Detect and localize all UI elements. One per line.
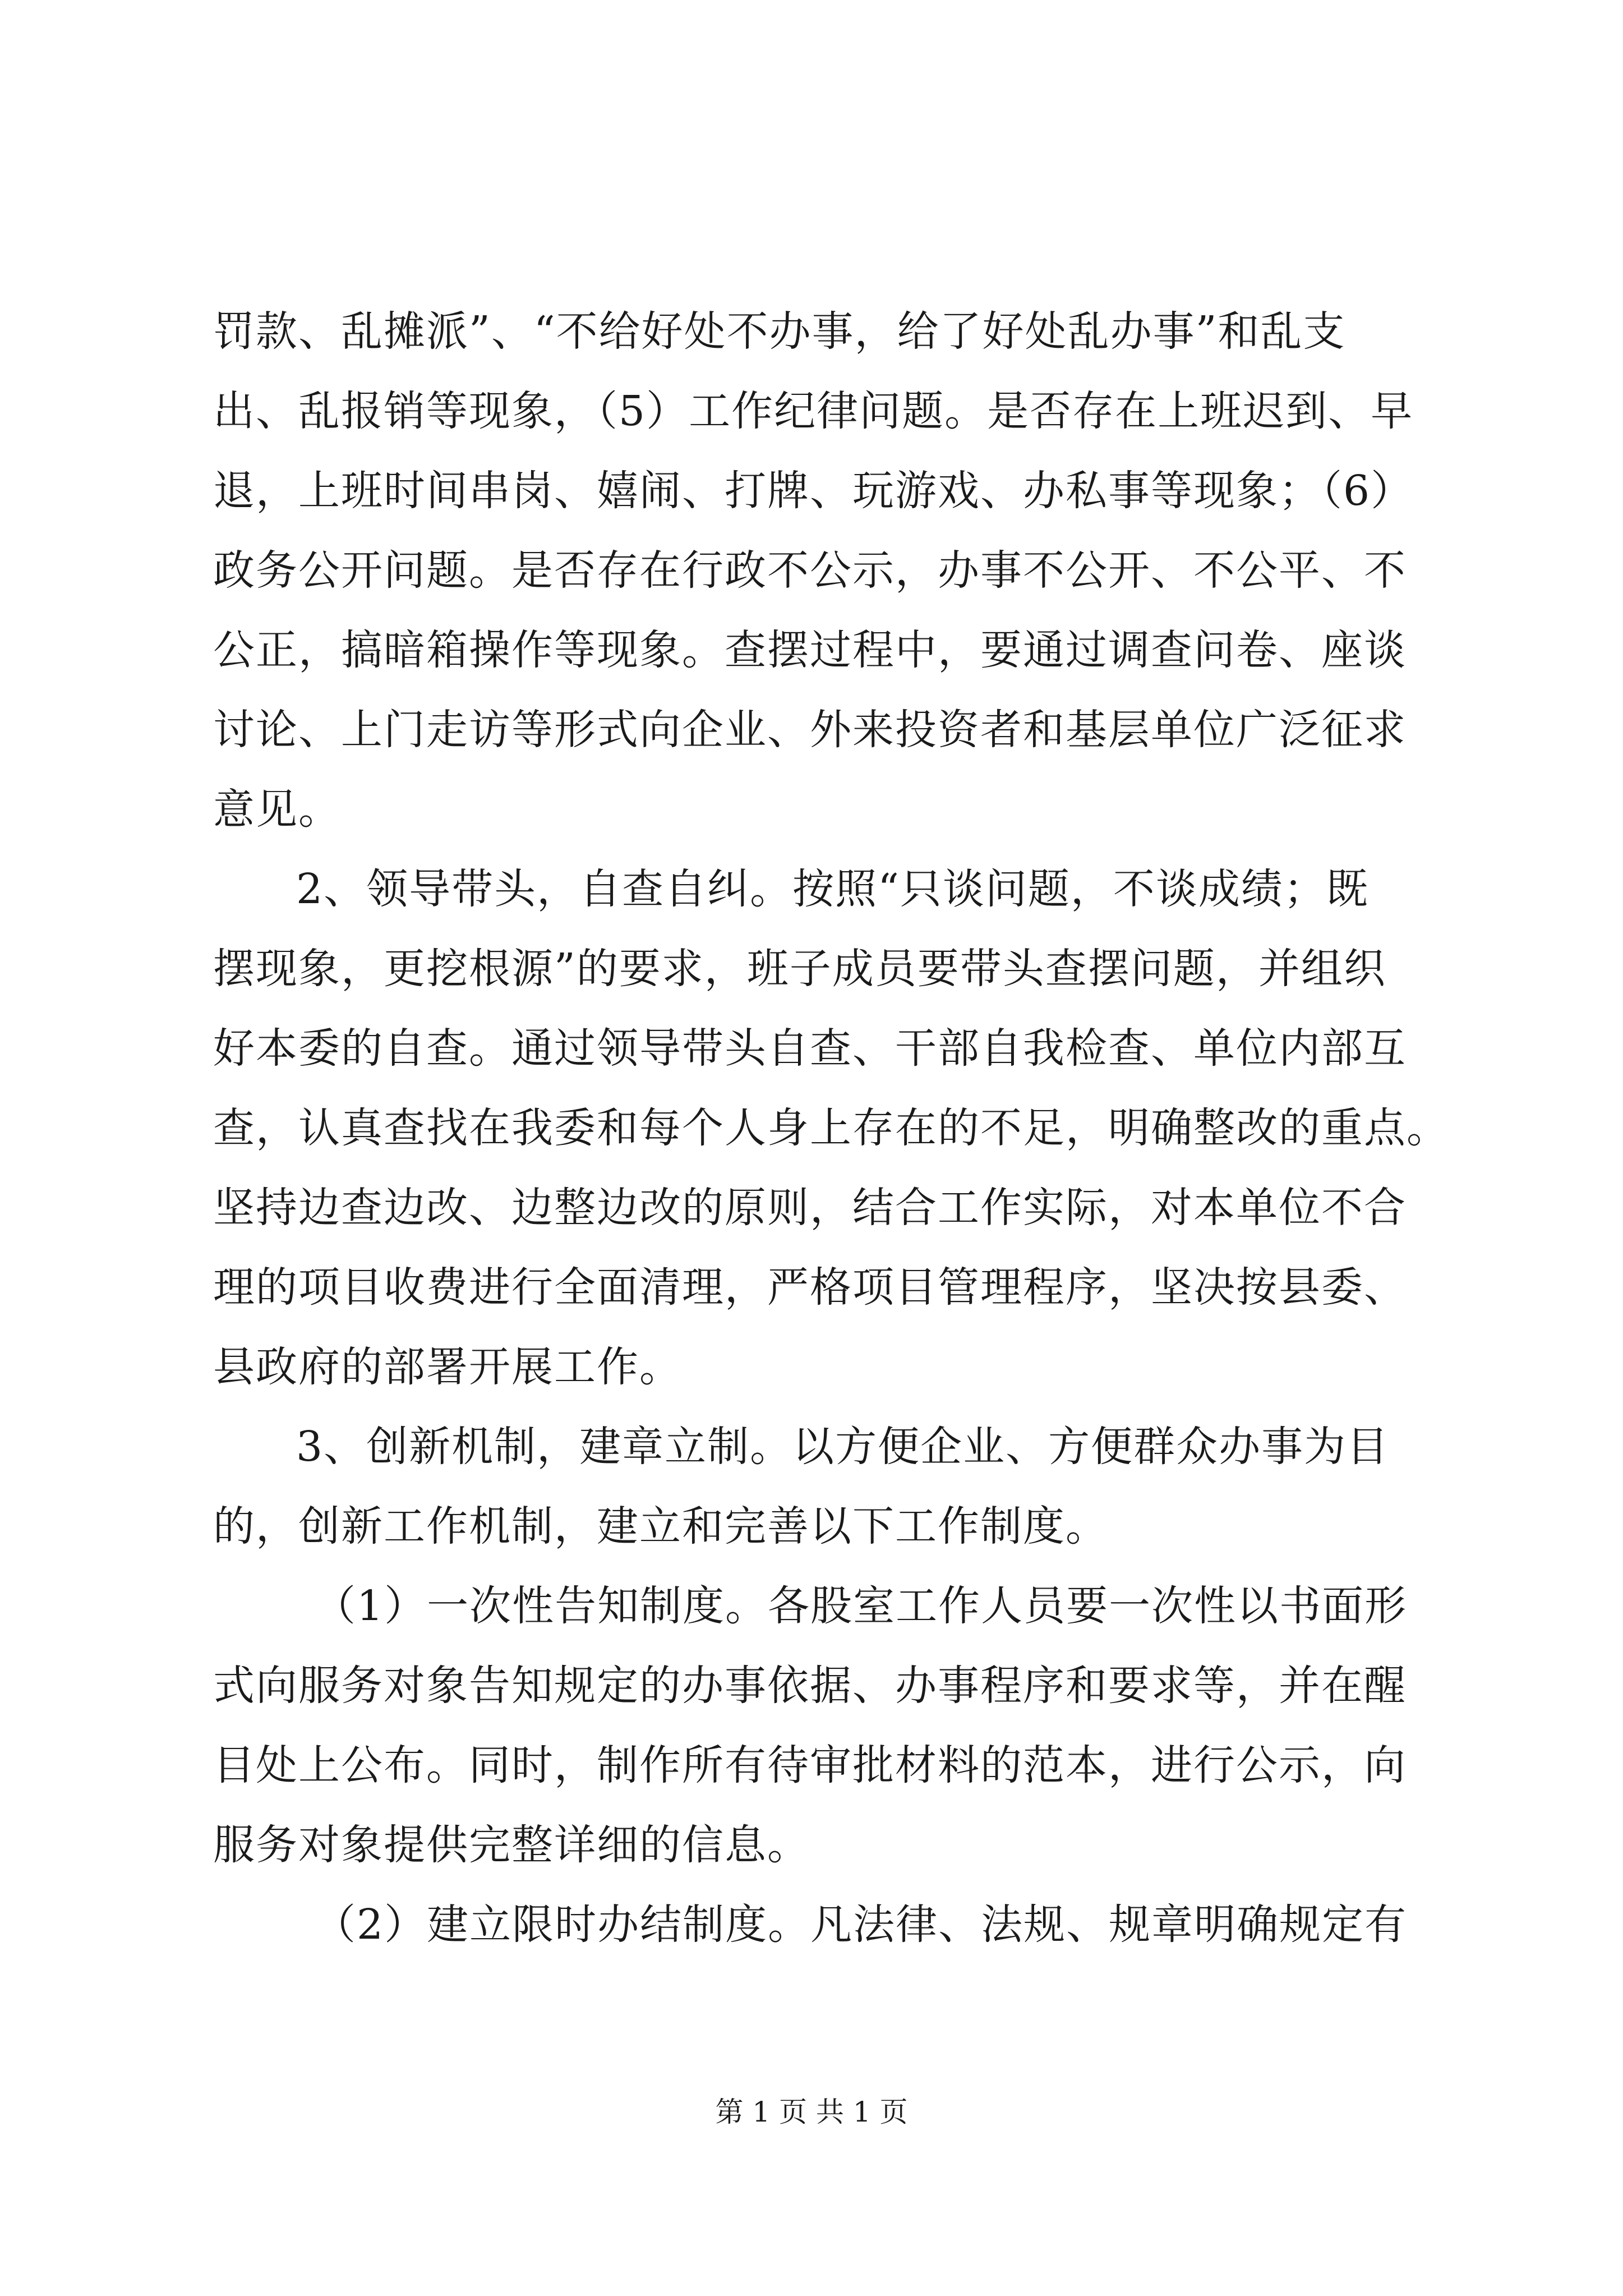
text-line: 退，上班时间串岗、嬉闹、打牌、玩游戏、办私事等现象；（6） xyxy=(213,467,1414,515)
paragraph-start-line: （2）建立限时办结制度。凡法律、法规、规章明确规定有 xyxy=(314,1901,1408,1949)
text-line: 好本委的自查。通过领导带头自查、干部自我检查、单位内部互 xyxy=(213,1024,1407,1073)
text-line: 政务公开问题。是否存在行政不公示，办事不公开、不公平、不 xyxy=(213,546,1407,595)
page-footer: 第 1 页 共 1 页 xyxy=(715,2096,908,2128)
text-line: 查，认真查找在我委和每个人身上存在的不足，明确整改的重点。 xyxy=(213,1104,1449,1152)
text-line: 意见。 xyxy=(213,785,341,834)
text-line: 的，创新工作机制，建立和完善以下工作制度。 xyxy=(213,1502,1108,1550)
document-body xyxy=(213,292,1449,1964)
text-line: 理的项目收费进行全面清理，严格项目管理程序，坚决按县委、 xyxy=(213,1263,1407,1312)
text-line: 摆现象，更挖根源”的要求，班子成员要带头查摆问题，并组织 xyxy=(213,945,1386,993)
text-line: 目处上公布。同时，制作所有待审批材料的范本，进行公示，向 xyxy=(213,1741,1407,1789)
paragraph-start-line: （1）一次性告知制度。各股室工作人员要一次性以书面形 xyxy=(314,1582,1408,1630)
text-line: 坚持边查边改、边整边改的原则，结合工作实际，对本单位不合 xyxy=(213,1184,1407,1232)
text-line: 县政府的部署开展工作。 xyxy=(213,1343,682,1391)
text-line: 服务对象提供完整详细的信息。 xyxy=(213,1821,810,1869)
paragraph-start-line: 3、创新机制，建章立制。以方便企业、方便群众办事为目 xyxy=(296,1423,1390,1471)
text-line: 讨论、上门走访等形式向企业、外来投资者和基层单位广泛征求 xyxy=(213,706,1407,754)
paragraph-start-line: 2、领导带头，自查自纠。按照“只谈问题，不谈成绩；既 xyxy=(296,865,1369,913)
text-line: 式向服务对象告知规定的办事依据、办事程序和要求等，并在醒 xyxy=(213,1662,1407,1710)
text-line: 公正，搞暗箱操作等现象。查摆过程中，要通过调查问卷、座谈 xyxy=(213,626,1407,674)
text-line: 罚款、乱摊派”、“不给好处不办事，给了好处乱办事”和乱支 xyxy=(213,307,1346,356)
text-line: 出、乱报销等现象，（5）工作纪律问题。是否存在上班迟到、早 xyxy=(213,387,1414,435)
